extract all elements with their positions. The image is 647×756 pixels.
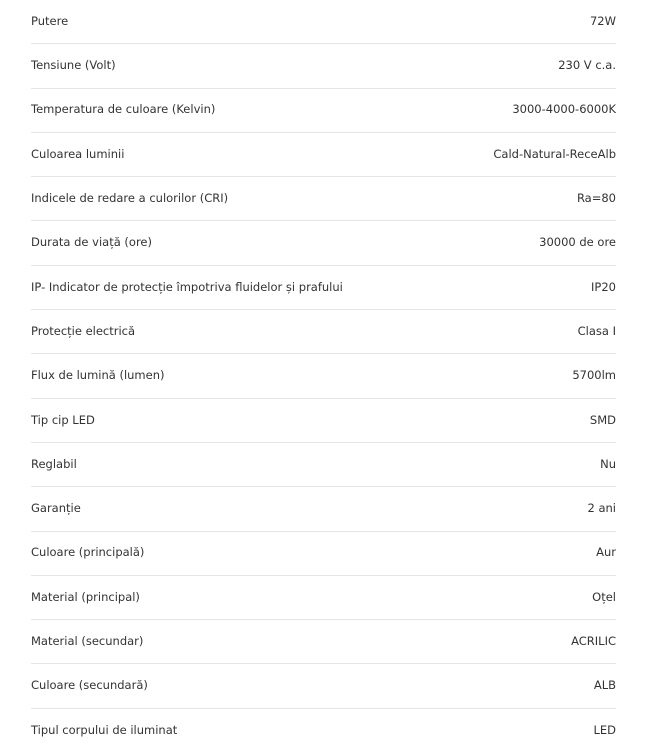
- spec-value: SMD: [589, 412, 616, 427]
- spec-label: Tip cip LED: [31, 412, 95, 427]
- spec-row-color-temperature: [31, 89, 616, 133]
- spec-value: 5700lm: [572, 368, 616, 383]
- spec-label: Tensiune (Volt): [31, 58, 116, 73]
- spec-label: Material (principal): [31, 589, 140, 604]
- spec-value: 3000-4000-6000K: [512, 102, 616, 117]
- spec-value: 72W: [589, 13, 616, 28]
- specifications-table: [31, 0, 616, 753]
- spec-label: Culoare (secundară): [31, 678, 148, 693]
- spec-label: Culoarea luminii: [31, 146, 125, 161]
- spec-value: 230 V c.a.: [558, 58, 616, 73]
- spec-label: Putere: [31, 13, 69, 28]
- spec-label: Culoare (principală): [31, 545, 145, 560]
- spec-row-light-color: [31, 133, 616, 177]
- spec-row-ip-rating: [31, 266, 616, 310]
- spec-row-secondary-color: [31, 664, 616, 708]
- spec-label: Flux de lumină (lumen): [31, 368, 165, 383]
- spec-value: LED: [593, 723, 616, 738]
- spec-row-luminaire-type: [31, 709, 616, 753]
- spec-row-power: [31, 0, 616, 44]
- spec-row-primary-color: [31, 532, 616, 576]
- spec-value: ALB: [593, 678, 616, 693]
- spec-label: Garanție: [31, 501, 81, 516]
- spec-row-electrical-protection: [31, 310, 616, 354]
- spec-label: IP- Indicator de protecție împotriva fluidelor și prafului: [31, 279, 343, 294]
- spec-label: Durata de viață (ore): [31, 235, 152, 250]
- spec-label: Protecție electrică: [31, 323, 136, 338]
- spec-value: 2 ani: [587, 501, 616, 516]
- spec-value: Clasa I: [577, 323, 616, 338]
- spec-label: Material (secundar): [31, 634, 144, 649]
- spec-value: 30000 de ore: [539, 235, 616, 250]
- spec-label: Tipul corpului de iluminat: [31, 723, 178, 738]
- spec-value: Nu: [600, 456, 616, 471]
- spec-row-lifetime: [31, 221, 616, 265]
- spec-label: Reglabil: [31, 456, 77, 471]
- spec-row-voltage: [31, 44, 616, 88]
- spec-row-luminous-flux: [31, 354, 616, 398]
- spec-value: Cald-Natural-ReceAlb: [493, 146, 616, 161]
- spec-value: IP20: [591, 279, 616, 294]
- spec-row-cri: [31, 177, 616, 221]
- spec-row-dimmable: [31, 443, 616, 487]
- spec-row-led-chip-type: [31, 399, 616, 443]
- spec-row-secondary-material: [31, 620, 616, 664]
- spec-label: Indicele de redare a culorilor (CRI): [31, 191, 229, 206]
- spec-value: ACRILIC: [571, 634, 616, 649]
- spec-value: Ra=80: [576, 191, 616, 206]
- spec-value: Aur: [596, 545, 616, 560]
- spec-row-primary-material: [31, 576, 616, 620]
- spec-row-warranty: [31, 487, 616, 531]
- spec-value: Oțel: [592, 589, 616, 604]
- spec-label: Temperatura de culoare (Kelvin): [31, 102, 216, 117]
